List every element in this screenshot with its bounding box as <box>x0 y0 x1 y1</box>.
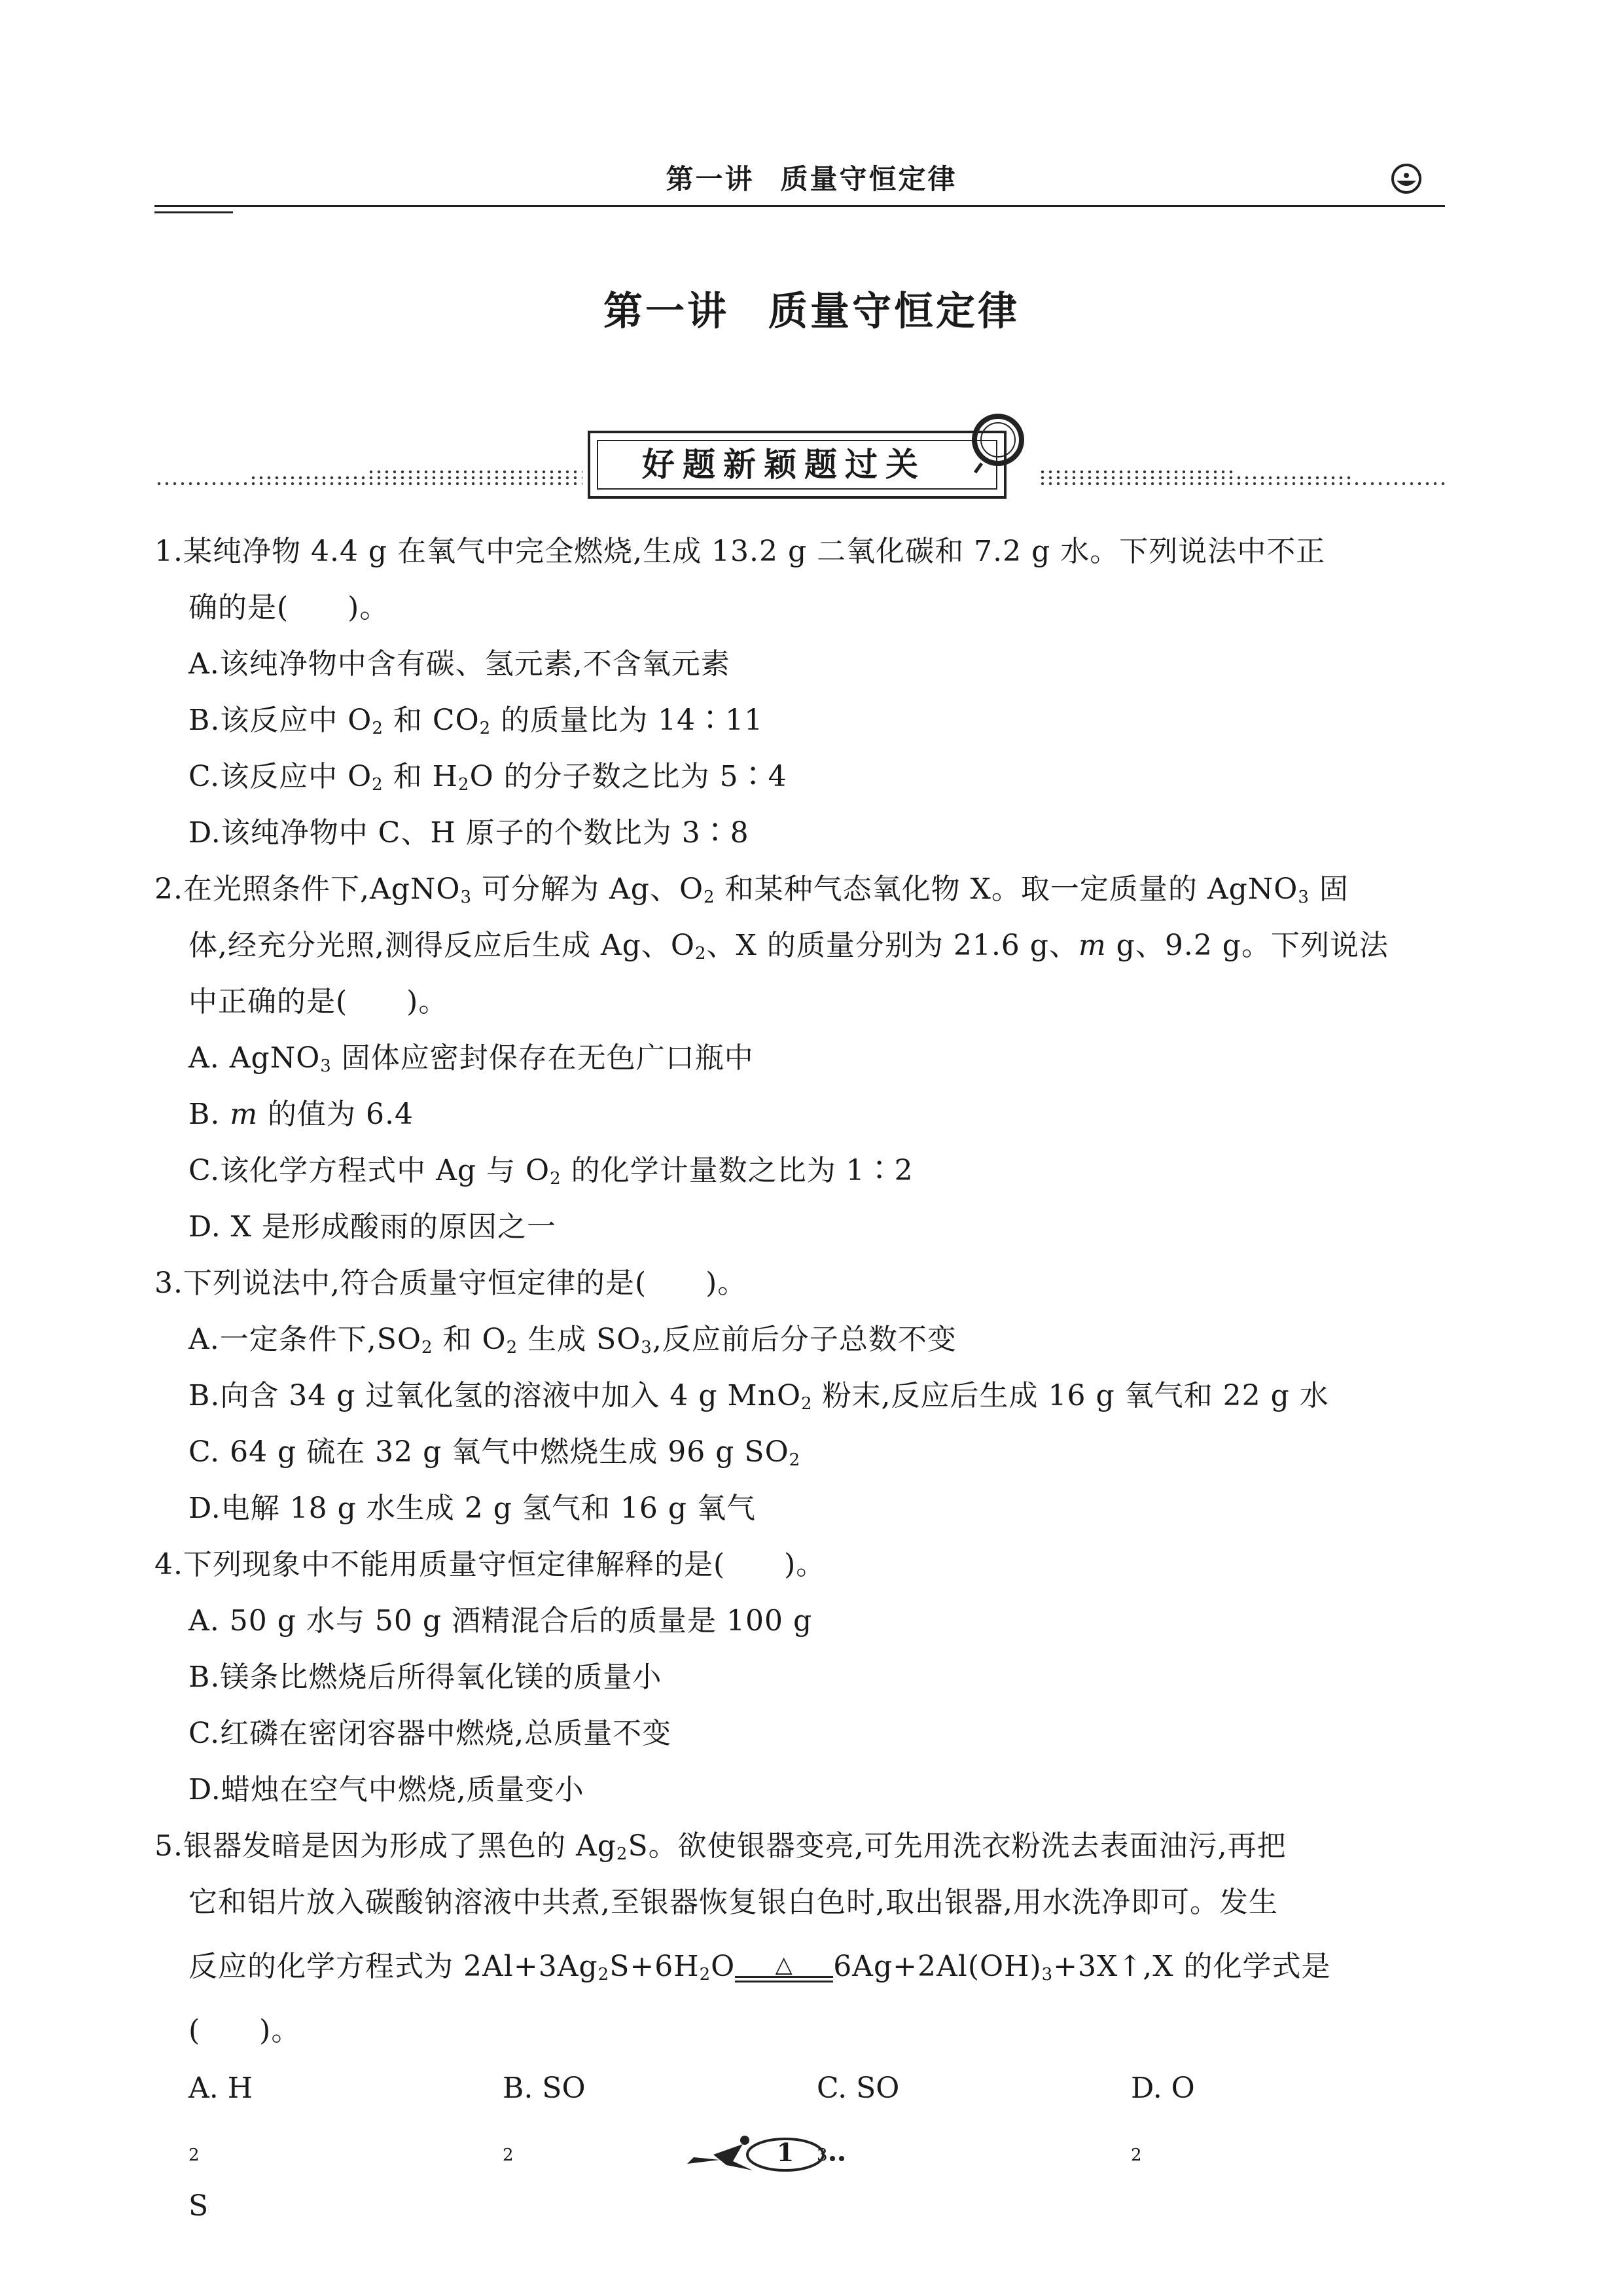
header-rule-accent <box>154 211 233 213</box>
running-header-topic: 质量守恒定律 <box>780 163 957 195</box>
q5-stem-line4: ( )。 <box>188 2014 301 2047</box>
page-title <box>0 285 1623 338</box>
reaction-condition-arrow <box>735 1951 833 1982</box>
q1-stem-line2: 确的是( )。 <box>188 591 389 624</box>
q5-option-c: C. SO $_3$ <box>817 2072 900 2165</box>
header-emblem-icon <box>1390 162 1423 195</box>
q5-option-d: D. O $_2$ <box>1131 2072 1195 2165</box>
page-number: 1 <box>776 2138 794 2167</box>
q3-option-a: A.一定条件下$,SO_2$ 和 $O_2$ 生成 $SO_3$,反应前后分子总数不变 <box>188 1323 957 1357</box>
q2-stem-line2: 体,经充分光照,测得反应后生成 Ag、$O_2$、X 的质量分别为 21.6 g、m g、9.2 g。下列说法 <box>188 929 1389 963</box>
running-header-lecture: 第一讲 <box>666 163 755 195</box>
q4-option-c: C.红磷在密闭容器中燃烧,总质量不变 <box>188 1717 672 1750</box>
q4-option-d: D.蜡烛在空气中燃烧,质量变小 <box>188 1773 584 1806</box>
q2-stem-line1: 2.在光照条件下,AgNO$_3$ 可分解为 Ag、$O_2$ 和某种气态氧化物 X。取一定质量的 AgNO$_3$ 固 <box>154 872 1349 907</box>
heat-symbol: △ <box>775 1951 793 1978</box>
q1-option-c: C.该反应中 $O_2$ 和 $H_2O$ 的分子数之比为 5∶4 <box>188 760 787 795</box>
q4-option-a: A. 50 g 水与 50 g 酒精混合后的质量是 100 g <box>188 1604 813 1638</box>
q2-option-d: D. X 是形成酸雨的原因之一 <box>188 1210 556 1244</box>
q3-option-c: C. 64 g 硫在 32 g 氧气中燃烧生成 96 g $SO_2$ <box>188 1435 801 1470</box>
q5-option-b: B. SO $_2$ <box>503 2072 586 2165</box>
q5-stem-line1: 5.银器发暗是因为形成了黑色的 $Ag_2S$。欲使银器变亮,可先用洗衣粉洗去表面油污,再把 <box>154 1829 1287 1864</box>
q4-stem: 4.下列现象中不能用质量守恒定律解释的是( )。 <box>154 1548 826 1581</box>
q3-option-d: D.电解 18 g 水生成 2 g 氢气和 16 g 氧气 <box>188 1492 757 1525</box>
q1-option-d: D.该纯净物中 C、H 原子的个数比为 3∶8 <box>188 816 749 850</box>
q3-option-b: B.向含 34 g 过氧化氢的溶液中加入 4 g MnO$_2$ 粉末,反应后生成 16 g 氧气和 22 g 水 <box>188 1379 1329 1414</box>
question-list <box>154 524 1450 2236</box>
header-rule <box>154 205 1445 207</box>
q5-stem-line2: 它和铝片放入碳酸钠溶液中共煮,至银器恢复银白色时,取出银器,用水洗净即可。发生 <box>188 1886 1278 1919</box>
q5-stem-line3: 反应的化学方程式为 $2Al+3Ag_2S+6H_2O$ △ $6Ag+2Al(OH)_3+3X↑,X$ 的化学式是 <box>188 1950 1331 1984</box>
q1-option-a: A.该纯净物中含有碳、氢元素,不含氧元素 <box>188 647 730 681</box>
section-banner-label: 好题新颖题过关 <box>642 446 926 484</box>
running-header <box>0 162 1623 196</box>
banner-dots-left <box>157 470 582 487</box>
page-title-topic: 质量守恒定律 <box>768 289 1020 334</box>
q1-option-b: B.该反应中 $O_2$ 和 $CO_2$ 的质量比为 14∶11 <box>188 704 764 738</box>
q5-option-a: A. H $_2$ S <box>188 2072 253 2223</box>
banner-ring-icon <box>969 411 1027 474</box>
q2-option-a: A. AgNO$_3$ 固体应密封保存在无色广口瓶中 <box>188 1041 754 1076</box>
page-title-lecture: 第一讲 <box>603 289 729 334</box>
q2-option-c: C.该化学方程式中 Ag 与 $O_2$ 的化学计量数之比为 1∶2 <box>188 1154 914 1189</box>
q2-stem-line3: 中正确的是( )。 <box>188 985 448 1018</box>
q3-stem: 3.下列说法中,符合质量守恒定律的是( )。 <box>154 1266 747 1300</box>
q2-option-b: B. m 的值为 6.4 <box>188 1098 414 1131</box>
q1-stem-line1: 1.某纯净物 4.4 g 在氧气中完全燃烧,生成 13.2 g 二氧化碳和 7.2 g 水。下列说法中不正 <box>154 535 1326 568</box>
q4-option-b: B.镁条比燃烧后所得氧化镁的质量小 <box>188 1660 662 1694</box>
banner-dots-right <box>1041 470 1446 487</box>
